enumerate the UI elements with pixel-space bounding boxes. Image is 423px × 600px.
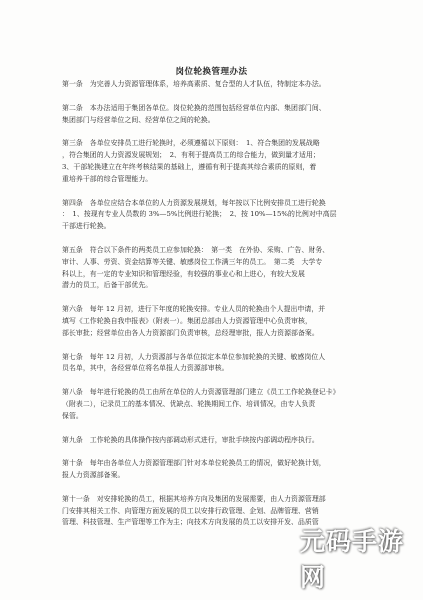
text-line: 第八条 每年进行轮换的员工由所在单位的人力资源管理部门建立《员工工作轮换登记卡》 bbox=[62, 388, 340, 397]
text-line: 第三条 各单位安排员工进行轮换时，必须遵循以下原则： 1、符合集团的发展战略 bbox=[62, 139, 320, 148]
text-line: 员名单，其中，各经营单位将名单报人力资源部审核。 bbox=[62, 364, 229, 373]
text-line: 第十条 每年由各单位人力资源管理部门针对本单位轮换员工的情况，做好轮换计划， bbox=[62, 459, 326, 468]
text-line: 报人力资源部备案。 bbox=[62, 471, 125, 480]
text-line: 集团部门与经营单位之间、经营单位之间的轮换。 bbox=[62, 115, 215, 124]
text-line: 潜力的员工，后备干部优先。 bbox=[62, 281, 153, 290]
text-line: 重培养干部的综合管理能力。 bbox=[62, 174, 153, 183]
text-line: 审计、人事、劳资、资金结算等关键、敏感岗位工作满三年的员工。 第二类 大学专 bbox=[62, 257, 323, 266]
site-watermark: 元码手游网 bbox=[300, 527, 405, 592]
text-line: 第五条 符合以下条件的两类员工应参加轮换： 第一类 在外协、采购、广告、财务、 bbox=[62, 245, 330, 254]
text-line: 第七条 每年 12 月初，人力资源部与各单位拟定本单位参加轮换的关键、敏感岗位人 bbox=[62, 352, 326, 361]
text-line: 门安排其相关工作、向管理方面发展的员工以安排行政管理、企划、品牌管理、营销 bbox=[62, 506, 319, 515]
text-line: 保管。 bbox=[62, 411, 83, 420]
text-line: （附表二），记录员工的基本情况、优缺点、轮换期间工作、培训情况，由专人负责 bbox=[62, 399, 316, 408]
text-line: 管理、科技管理、生产管理等工作为主；向技术方向发展的员工以安排开发、品质管 bbox=[62, 518, 319, 527]
text-line: 第二条 本办法适用于集团各单位。岗位轮换的范围包括经营单位内部、集团部门间、 bbox=[62, 103, 326, 112]
text-line: 第四条 各单位应结合本单位的人力资源发展规划，每年按以下比例安排员工进行轮换 bbox=[62, 198, 326, 207]
text-line: 3、干部轮换建立在年终考核结果的基础上，遵循有利于提高其综合素质的原则，着 bbox=[62, 162, 317, 171]
text-line: 第十一条 对安排轮换的员工，根据其培养方向及集团的发展需要，由人力资源管理部 bbox=[62, 494, 326, 503]
text-line: 科以上，有一定的专业知识和管理经验，有较强的事业心和上进心，有较大发展 bbox=[62, 269, 305, 278]
text-line: 第九条 工作轮换的具体操作按内部调动形式进行，审批手续按内部调动程序执行。 bbox=[62, 435, 319, 444]
text-line: ： 1、按现有专业人员数的 3%—5%比例进行轮换； 2、按 10%—15%的比例对中高层 bbox=[62, 210, 337, 219]
text-line: ，符合集团的人力资源发展规划； 2、有利于提高员工的综合能力，做到量才适用； bbox=[62, 151, 320, 160]
text-line: 第一条 为完善人力资源管理体系，培养高素质、复合型的人才队伍，特制定本办法。 bbox=[62, 80, 326, 88]
text-line: 干部进行轮换。 bbox=[62, 222, 111, 231]
document-title: 岗位轮换管理办法 bbox=[175, 67, 248, 77]
text-line: 第六条 每年 12 月初，进行下年度的轮换安排。专业人员的轮换由个人提出申请，并 bbox=[62, 305, 326, 314]
text-line: 部长审批；经营单位由各人力资源部门负责审核，总经理审批，报人力资源部备案。 bbox=[62, 328, 319, 337]
text-line: 填写《工作轮换自我申报表》（附表一）。集团总部由人力资源管理中心负责审核， bbox=[62, 317, 312, 325]
